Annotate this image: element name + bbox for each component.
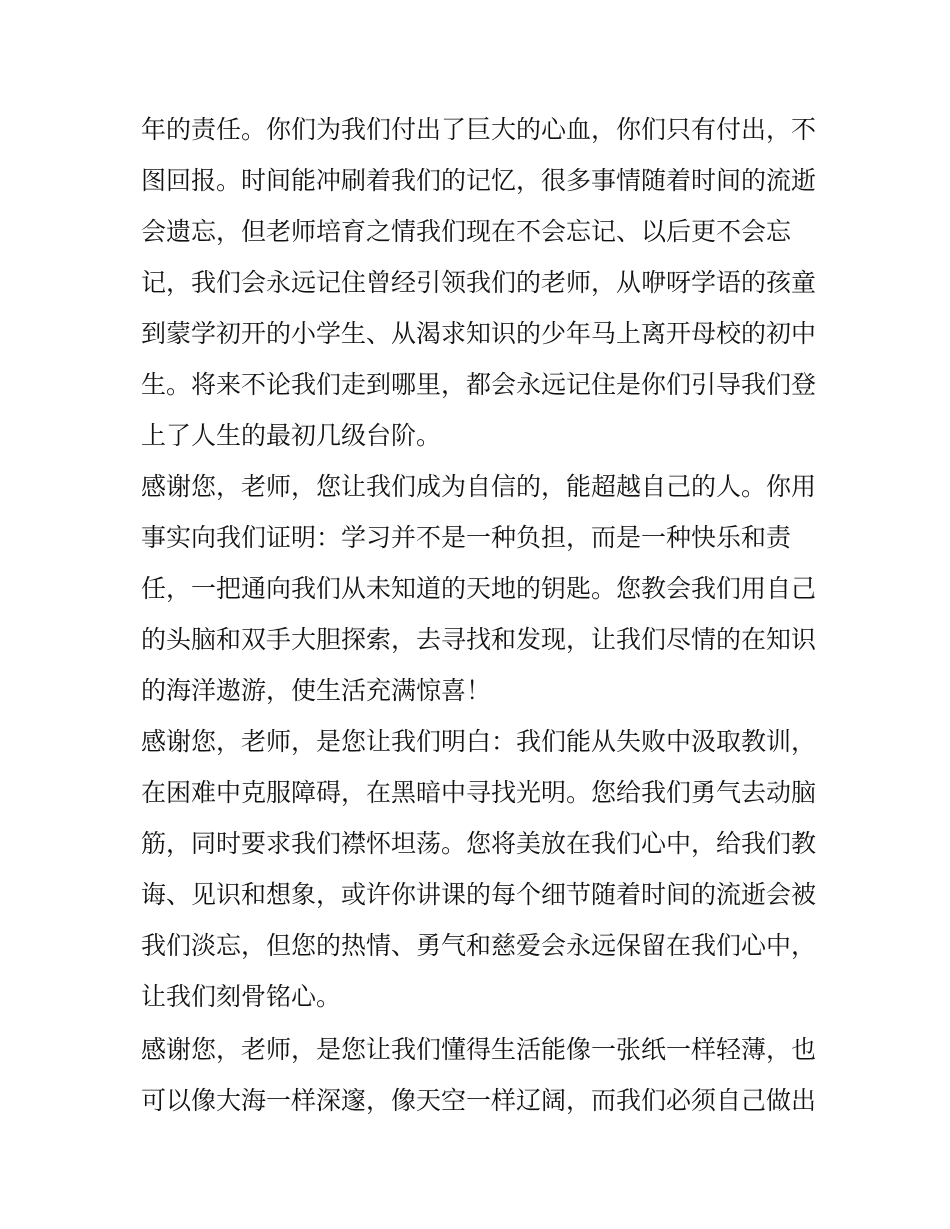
text-line: 任，一把通向我们从未知道的天地的钥匙。您教会我们用自己 (141, 574, 817, 603)
text-line: 上了人生的最初几级台阶。 (141, 421, 442, 450)
text-line: 会遗忘，但老师培育之情我们现在不会忘记、以后更不会忘 (141, 217, 792, 246)
text-line: 我们淡忘，但您的热情、勇气和慈爱会永远保留在我们心中， (141, 931, 817, 960)
text-line: 在困难中克服障碍，在黑暗中寻找光明。您给我们勇气去动脑 (141, 778, 817, 807)
text-line: 感谢您，老师，您让我们成为自信的，能超越自己的人。你用 (141, 472, 817, 501)
text-line: 让我们刻骨铭心。 (141, 982, 342, 1011)
text-line: 筋，同时要求我们襟怀坦荡。您将美放在我们心中，给我们教 (141, 829, 817, 858)
text-line: 记，我们会永远记住曾经引领我们的老师，从咿呀学语的孩童 (141, 268, 817, 297)
text-line: 年的责任。你们为我们付出了巨大的心血，你们只有付出，不 (141, 115, 817, 144)
paragraph-3 (141, 716, 821, 1022)
text-line: 可以像大海一样深邃，像天空一样辽阔，而我们必须自己做出 (141, 1086, 817, 1115)
text-line: 生。将来不论我们走到哪里，都会永远记住是你们引导我们登 (141, 370, 817, 399)
text-line: 感谢您，老师，是您让我们明白：我们能从失败中汲取教训， (141, 727, 817, 756)
paragraph-2 (141, 461, 821, 716)
paragraph-1 (141, 104, 821, 461)
body-text (141, 104, 821, 1126)
text-line: 的海洋遨游，使生活充满惊喜！ (141, 676, 492, 705)
text-line: 诲、见识和想象，或许你讲课的每个细节随着时间的流逝会被 (141, 880, 817, 909)
text-line: 的头脑和双手大胆探索，去寻找和发现，让我们尽情的在知识 (141, 625, 817, 654)
text-line: 到蒙学初开的小学生、从渴求知识的少年马上离开母校的初中 (141, 319, 817, 348)
text-line: 事实向我们证明：学习并不是一种负担，而是一种快乐和责 (141, 523, 792, 552)
paragraph-4 (141, 1024, 821, 1126)
text-line: 图回报。时间能冲刷着我们的记忆，很多事情随着时间的流逝 (141, 166, 817, 195)
text-line: 感谢您，老师，是您让我们懂得生活能像一张纸一样轻薄，也 (141, 1035, 817, 1064)
